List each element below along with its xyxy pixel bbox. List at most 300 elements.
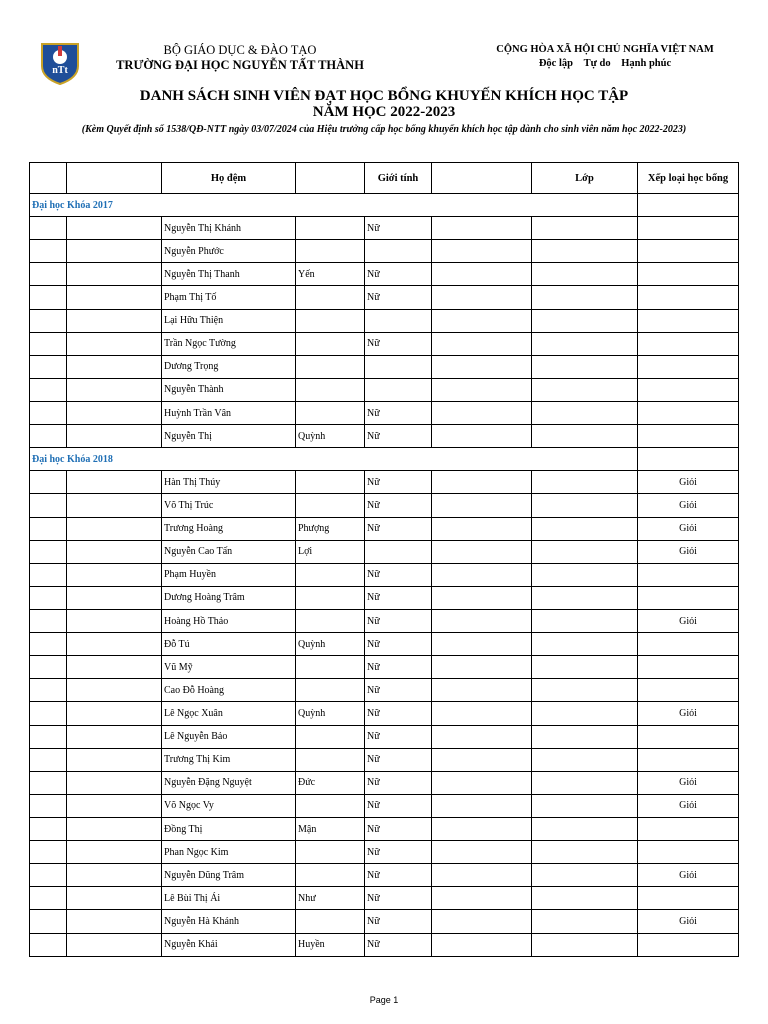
cell-stt [30, 378, 67, 401]
cell-xep-loai [638, 355, 739, 378]
header-right [480, 43, 730, 71]
decision-subtitle: (Kèm Quyết định số 1538/QĐ-NTT ngày 03/07/2024 của Hiệu trưởng cấp học bổng khuyến khích học tập dành cho sinh viên năm học 2022-2023) [81, 124, 687, 135]
cell-ngay-sinh [432, 725, 532, 748]
cell-ho-dem: Phan Ngọc Kim [162, 841, 296, 864]
cell-gioi-tinh: Nữ [365, 656, 432, 679]
cell-stt [30, 702, 67, 725]
cell-stt [30, 771, 67, 794]
cell-xep-loai [638, 933, 739, 956]
cell-lop [532, 286, 638, 309]
table-row [30, 563, 739, 586]
cell-gioi-tinh: Nữ [365, 471, 432, 494]
cell-stt [30, 609, 67, 632]
cell-gioi-tinh: Nữ [365, 286, 432, 309]
cell-gioi-tinh: Nữ [365, 933, 432, 956]
cell-ten [296, 332, 365, 355]
cell-stt [30, 517, 67, 540]
cell-ho-dem: Cao Đỗ Hoàng [162, 679, 296, 702]
cell-xep-loai: Giỏi [638, 794, 739, 817]
cell-stt [30, 887, 67, 910]
cell-xep-loai [638, 679, 739, 702]
cell-ho-dem: Lê Bùi Thị Ái [162, 887, 296, 910]
cell-student-id [67, 817, 162, 840]
table-row [30, 517, 739, 540]
cell-ho-dem: Dương Hoàng Trâm [162, 586, 296, 609]
cell-stt [30, 910, 67, 933]
cell-student-id [67, 355, 162, 378]
cell-stt [30, 401, 67, 424]
table-row [30, 933, 739, 956]
cell-xep-loai [638, 563, 739, 586]
cell-ngay-sinh [432, 263, 532, 286]
table-row [30, 609, 739, 632]
cell-ho-dem: Dương Trọng [162, 355, 296, 378]
cell-ngay-sinh [432, 609, 532, 632]
cell-student-id [67, 864, 162, 887]
cell-lop [532, 425, 638, 448]
table-row [30, 887, 739, 910]
cell-ten [296, 910, 365, 933]
cell-xep-loai [638, 240, 739, 263]
cell-xep-loai [638, 332, 739, 355]
cell-ten: Như [296, 887, 365, 910]
cell-stt [30, 332, 67, 355]
cell-gioi-tinh: Nữ [365, 748, 432, 771]
university-logo [34, 40, 86, 86]
cell-ten: Mận [296, 817, 365, 840]
cell-xep-loai: Giỏi [638, 517, 739, 540]
cell-xep-loai [638, 633, 739, 656]
table-row [30, 217, 739, 240]
cell-lop [532, 702, 638, 725]
table-row [30, 240, 739, 263]
cell-gioi-tinh [365, 355, 432, 378]
cell-xep-loai: Giỏi [638, 910, 739, 933]
table-header-row [30, 163, 739, 194]
cell-lop [532, 794, 638, 817]
cell-lop [532, 332, 638, 355]
cell-gioi-tinh: Nữ [365, 679, 432, 702]
cell-lop [532, 240, 638, 263]
cell-ngay-sinh [432, 401, 532, 424]
cell-ho-dem: Đỗ Tú [162, 633, 296, 656]
cell-ten [296, 563, 365, 586]
table-row [30, 332, 739, 355]
cell-stt [30, 864, 67, 887]
cell-lop [532, 309, 638, 332]
cell-xep-loai: Giỏi [638, 771, 739, 794]
section-label: Đại học Khóa 2017 [30, 194, 638, 217]
cell-student-id [67, 841, 162, 864]
cell-xep-loai [638, 425, 739, 448]
table-row [30, 309, 739, 332]
cell-ten: Quỳnh [296, 633, 365, 656]
table-row [30, 725, 739, 748]
cell-ten [296, 841, 365, 864]
cell-gioi-tinh [365, 309, 432, 332]
cell-ngay-sinh [432, 517, 532, 540]
cell-xep-loai: Giỏi [638, 471, 739, 494]
cell-ten [296, 240, 365, 263]
cell-xep-loai: Giỏi [638, 540, 739, 563]
cell-stt [30, 679, 67, 702]
cell-gioi-tinh: Nữ [365, 725, 432, 748]
cell-student-id [67, 702, 162, 725]
cell-stt [30, 286, 67, 309]
cell-ten [296, 286, 365, 309]
cell-xep-loai [638, 586, 739, 609]
cell-gioi-tinh [365, 240, 432, 263]
cell-ho-dem: Lê Nguyễn Bảo [162, 725, 296, 748]
cell-xep-loai [638, 725, 739, 748]
cell-student-id [67, 633, 162, 656]
university-name: TRƯỜNG ĐẠI HỌC NGUYỄN TẤT THÀNH [116, 58, 364, 72]
cell-xep-loai [638, 286, 739, 309]
cell-ho-dem: Nguyễn Dũng Trâm [162, 864, 296, 887]
cell-ngay-sinh [432, 794, 532, 817]
cell-ho-dem: Nguyễn Cao Tấn [162, 540, 296, 563]
cell-ho-dem: Nguyễn Đặng Nguyệt [162, 771, 296, 794]
table-row [30, 910, 739, 933]
cell-student-id [67, 887, 162, 910]
cell-ngay-sinh [432, 425, 532, 448]
cell-student-id [67, 563, 162, 586]
table-row [30, 586, 739, 609]
cell-student-id [67, 425, 162, 448]
cell-lop [532, 401, 638, 424]
column-header: Lớp [532, 163, 638, 194]
cell-stt [30, 748, 67, 771]
cell-ten: Yến [296, 263, 365, 286]
cell-ten [296, 864, 365, 887]
cell-ten: Đức [296, 771, 365, 794]
table-row [30, 817, 739, 840]
cell-lop [532, 355, 638, 378]
cell-ten [296, 586, 365, 609]
cell-student-id [67, 679, 162, 702]
cell-student-id [67, 933, 162, 956]
table-row [30, 702, 739, 725]
cell-ten [296, 401, 365, 424]
cell-lop [532, 679, 638, 702]
cell-ho-dem: Lê Ngọc Xuân [162, 702, 296, 725]
cell-student-id [67, 309, 162, 332]
cell-gioi-tinh: Nữ [365, 864, 432, 887]
empty-cell [638, 194, 739, 217]
cell-stt [30, 540, 67, 563]
cell-student-id [67, 217, 162, 240]
cell-ten [296, 378, 365, 401]
cell-ngay-sinh [432, 702, 532, 725]
table-row [30, 263, 739, 286]
cell-ho-dem: Hàn Thị Thúy [162, 471, 296, 494]
cell-lop [532, 771, 638, 794]
cell-student-id [67, 794, 162, 817]
cell-ten: Huyền [296, 933, 365, 956]
cell-ho-dem: Huỳnh Trần Vân [162, 401, 296, 424]
section-label: Đại học Khóa 2018 [30, 448, 638, 471]
cell-lop [532, 817, 638, 840]
cell-student-id [67, 656, 162, 679]
cell-ho-dem: Đồng Thị [162, 817, 296, 840]
cell-ho-dem: Nguyễn Thị Khánh [162, 217, 296, 240]
cell-ngay-sinh [432, 332, 532, 355]
cell-ngay-sinh [432, 309, 532, 332]
cell-gioi-tinh: Nữ [365, 609, 432, 632]
cell-ho-dem: Hoàng Hồ Thảo [162, 609, 296, 632]
table-row [30, 633, 739, 656]
cell-gioi-tinh [365, 378, 432, 401]
cell-xep-loai [638, 841, 739, 864]
section-row [30, 448, 739, 471]
cell-student-id [67, 378, 162, 401]
cell-ngay-sinh [432, 633, 532, 656]
cell-ngay-sinh [432, 910, 532, 933]
table-row [30, 286, 739, 309]
table-row [30, 401, 739, 424]
cell-student-id [67, 263, 162, 286]
cell-lop [532, 217, 638, 240]
cell-ngay-sinh [432, 841, 532, 864]
document-title: DANH SÁCH SINH VIÊN ĐẠT HỌC BỔNG KHUYẾN KHÍCH HỌC TẬP [139, 88, 629, 104]
table-row [30, 471, 739, 494]
cell-lop [532, 378, 638, 401]
cell-ten [296, 656, 365, 679]
cell-ten: Lợi [296, 540, 365, 563]
cell-ngay-sinh [432, 494, 532, 517]
cell-stt [30, 794, 67, 817]
cell-gioi-tinh: Nữ [365, 771, 432, 794]
cell-gioi-tinh: Nữ [365, 494, 432, 517]
cell-lop [532, 656, 638, 679]
cell-ngay-sinh [432, 240, 532, 263]
cell-gioi-tinh: Nữ [365, 263, 432, 286]
cell-xep-loai: Giỏi [638, 702, 739, 725]
cell-ngay-sinh [432, 355, 532, 378]
cell-stt [30, 725, 67, 748]
cell-xep-loai [638, 817, 739, 840]
cell-ho-dem: Trần Ngọc Tường [162, 332, 296, 355]
motto-part: Độc lập [538, 58, 573, 69]
cell-xep-loai [638, 887, 739, 910]
cell-ho-dem: Trương Hoàng [162, 517, 296, 540]
cell-xep-loai [638, 401, 739, 424]
cell-stt [30, 425, 67, 448]
national-motto [480, 57, 730, 71]
table-row [30, 378, 739, 401]
cell-gioi-tinh: Nữ [365, 586, 432, 609]
cell-ngay-sinh [432, 540, 532, 563]
cell-ngay-sinh [432, 471, 532, 494]
scholarship-table [29, 162, 739, 957]
cell-gioi-tinh: Nữ [365, 332, 432, 355]
cell-ten [296, 309, 365, 332]
cell-student-id [67, 240, 162, 263]
cell-student-id [67, 771, 162, 794]
cell-student-id [67, 540, 162, 563]
cell-xep-loai [638, 217, 739, 240]
cell-ngay-sinh [432, 887, 532, 910]
cell-stt [30, 586, 67, 609]
cell-ho-dem: Nguyễn Thị Thanh [162, 263, 296, 286]
cell-xep-loai: Giỏi [638, 609, 739, 632]
cell-ngay-sinh [432, 864, 532, 887]
table-row [30, 540, 739, 563]
republic-name: CỘNG HÒA XÃ HỘI CHỦ NGHĨA VIỆT NAM [496, 44, 714, 55]
column-header [30, 163, 67, 194]
cell-gioi-tinh: Nữ [365, 633, 432, 656]
motto-part: Hạnh phúc [621, 58, 672, 69]
cell-student-id [67, 748, 162, 771]
cell-student-id [67, 332, 162, 355]
cell-stt [30, 494, 67, 517]
cell-xep-loai: Giỏi [638, 864, 739, 887]
cell-gioi-tinh: Nữ [365, 817, 432, 840]
cell-lop [532, 517, 638, 540]
cell-ngay-sinh [432, 656, 532, 679]
table-row [30, 425, 739, 448]
cell-student-id [67, 286, 162, 309]
cell-lop [532, 725, 638, 748]
column-header [432, 163, 532, 194]
cell-ten: Quỳnh [296, 425, 365, 448]
column-header: Xếp loại học bổng [638, 163, 739, 194]
cell-gioi-tinh: Nữ [365, 794, 432, 817]
table-row [30, 748, 739, 771]
cell-student-id [67, 586, 162, 609]
cell-student-id [67, 910, 162, 933]
cell-ten [296, 794, 365, 817]
cell-gioi-tinh: Nữ [365, 217, 432, 240]
cell-gioi-tinh: Nữ [365, 887, 432, 910]
header-left [110, 43, 370, 73]
cell-student-id [67, 725, 162, 748]
cell-stt [30, 355, 67, 378]
cell-stt [30, 656, 67, 679]
cell-gioi-tinh: Nữ [365, 517, 432, 540]
cell-gioi-tinh: Nữ [365, 910, 432, 933]
cell-stt [30, 309, 67, 332]
cell-ten [296, 725, 365, 748]
cell-stt [30, 263, 67, 286]
section-row [30, 194, 739, 217]
cell-ten [296, 471, 365, 494]
table-row [30, 771, 739, 794]
cell-lop [532, 864, 638, 887]
cell-lop [532, 586, 638, 609]
cell-lop [532, 263, 638, 286]
table-row [30, 656, 739, 679]
cell-stt [30, 217, 67, 240]
table-row [30, 494, 739, 517]
cell-gioi-tinh [365, 540, 432, 563]
cell-stt [30, 841, 67, 864]
cell-stt [30, 240, 67, 263]
ministry-name: BỘ GIÁO DỤC & ĐÀO TẠO [163, 43, 317, 57]
table-row [30, 355, 739, 378]
cell-ten [296, 217, 365, 240]
cell-gioi-tinh: Nữ [365, 401, 432, 424]
motto-part: Tự do [583, 58, 611, 69]
cell-ngay-sinh [432, 817, 532, 840]
cell-stt [30, 817, 67, 840]
cell-ngay-sinh [432, 771, 532, 794]
cell-ngay-sinh [432, 933, 532, 956]
academic-year-title: NĂM HỌC 2022-2023 [312, 104, 456, 120]
cell-xep-loai [638, 656, 739, 679]
cell-ho-dem: Trương Thị Kim [162, 748, 296, 771]
cell-ngay-sinh [432, 378, 532, 401]
cell-lop [532, 563, 638, 586]
cell-ho-dem: Nguyễn Khải [162, 933, 296, 956]
empty-cell [638, 448, 739, 471]
cell-ngay-sinh [432, 586, 532, 609]
cell-ngay-sinh [432, 748, 532, 771]
cell-student-id [67, 494, 162, 517]
page-number: Page 1 [369, 995, 399, 1005]
cell-ho-dem: Nguyễn Phước [162, 240, 296, 263]
cell-lop [532, 494, 638, 517]
cell-lop [532, 910, 638, 933]
cell-lop [532, 633, 638, 656]
cell-stt [30, 563, 67, 586]
cell-lop [532, 933, 638, 956]
table-row [30, 864, 739, 887]
cell-lop [532, 609, 638, 632]
cell-xep-loai [638, 263, 739, 286]
cell-xep-loai [638, 309, 739, 332]
cell-ho-dem: Phạm Thị Tố [162, 286, 296, 309]
cell-stt [30, 471, 67, 494]
cell-ho-dem: Phạm Huyền [162, 563, 296, 586]
cell-stt [30, 933, 67, 956]
cell-ho-dem: Võ Ngọc Vy [162, 794, 296, 817]
table-row [30, 794, 739, 817]
cell-stt [30, 633, 67, 656]
cell-ngay-sinh [432, 217, 532, 240]
cell-ngay-sinh [432, 286, 532, 309]
cell-xep-loai [638, 378, 739, 401]
cell-student-id [67, 609, 162, 632]
cell-ho-dem: Nguyễn Hà Khánh [162, 910, 296, 933]
cell-ho-dem: Vũ Mỹ [162, 656, 296, 679]
cell-lop [532, 540, 638, 563]
cell-ngay-sinh [432, 563, 532, 586]
column-header [296, 163, 365, 194]
cell-ten [296, 355, 365, 378]
cell-ten [296, 494, 365, 517]
cell-lop [532, 471, 638, 494]
logo-text: nTt [52, 65, 68, 76]
cell-xep-loai: Giỏi [638, 494, 739, 517]
table-row [30, 841, 739, 864]
cell-gioi-tinh: Nữ [365, 563, 432, 586]
cell-ten: Quỳnh [296, 702, 365, 725]
cell-gioi-tinh: Nữ [365, 425, 432, 448]
cell-gioi-tinh: Nữ [365, 702, 432, 725]
cell-ten: Phượng [296, 517, 365, 540]
cell-ten [296, 679, 365, 702]
column-header: Giới tính [365, 163, 432, 194]
cell-ho-dem: Lại Hữu Thiện [162, 309, 296, 332]
cell-lop [532, 887, 638, 910]
cell-lop [532, 748, 638, 771]
cell-student-id [67, 471, 162, 494]
cell-student-id [67, 517, 162, 540]
cell-lop [532, 841, 638, 864]
column-header [67, 163, 162, 194]
cell-ten [296, 609, 365, 632]
